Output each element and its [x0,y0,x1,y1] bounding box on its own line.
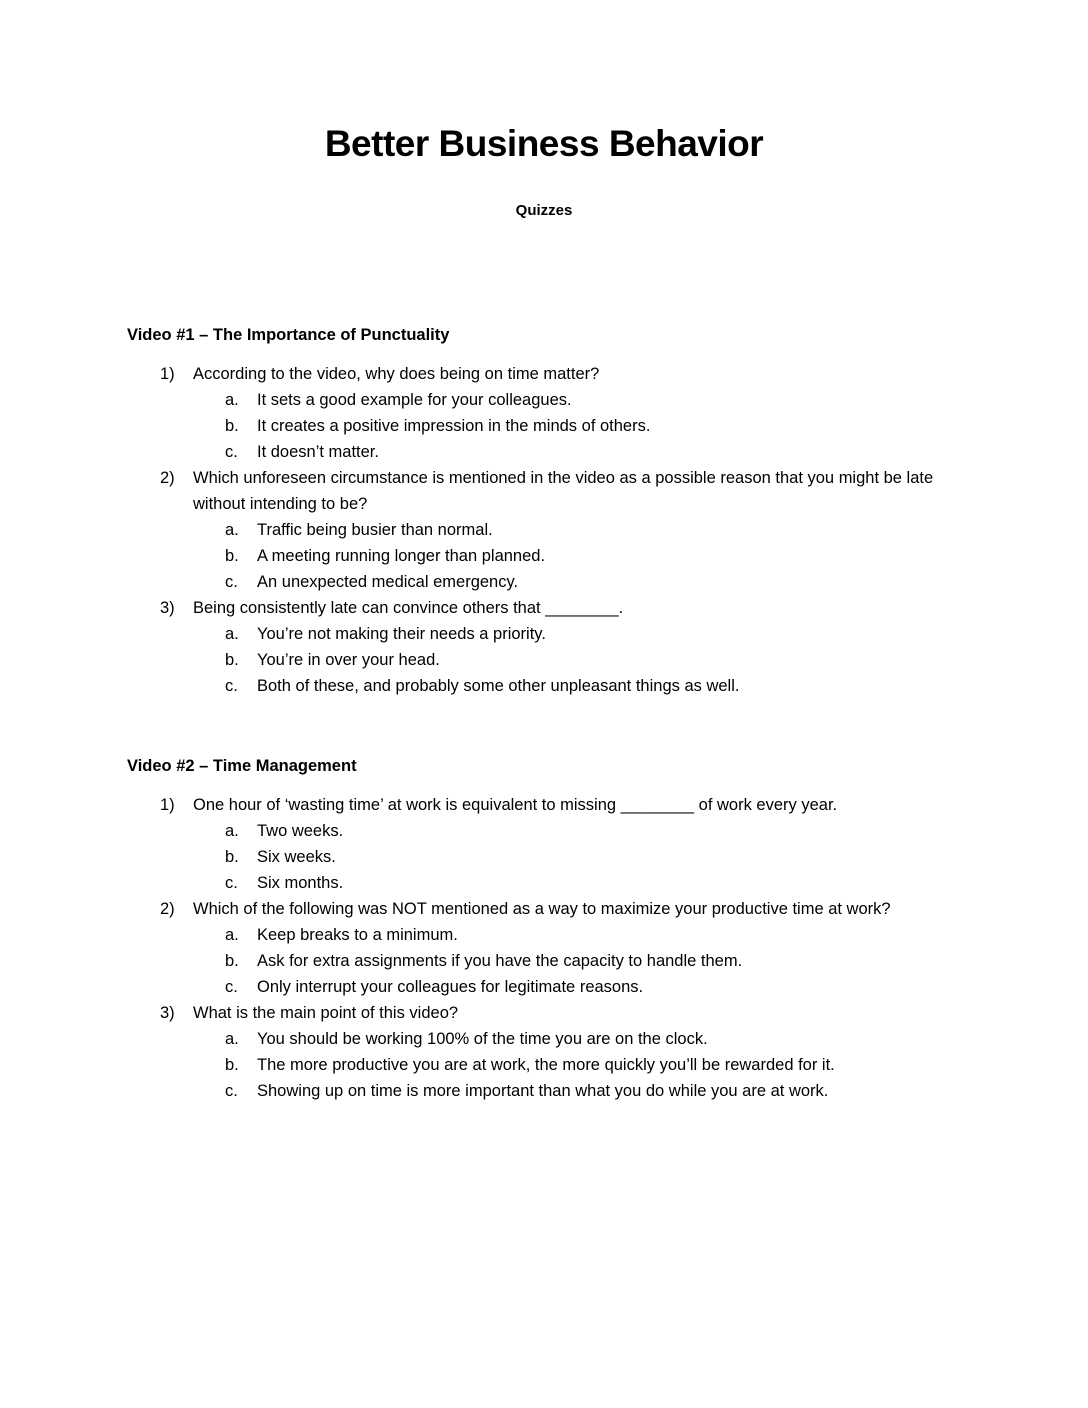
option-letter: a. [225,1030,239,1048]
answer-option [127,870,970,896]
question [127,465,970,517]
option-letter: c. [225,443,238,461]
question-text: What is the main point of this video? [193,1004,459,1022]
option-letter: c. [225,573,238,591]
answer-option [127,818,970,844]
option-text: You’re not making their needs a priority. [257,625,546,643]
section-video-1 [127,322,970,699]
option-text: Showing up on time is more important than what you do while you are at work. [257,1082,829,1100]
option-text: Ask for extra assignments if you have the capacity to handle them. [257,952,743,970]
question-number: 3) [160,1004,175,1022]
option-letter: b. [225,848,239,866]
option-letter: c. [225,677,238,695]
option-letter: c. [225,978,238,996]
question-number: 3) [160,599,175,617]
option-letter: a. [225,822,239,840]
answer-option [127,1078,970,1104]
answer-option [127,621,970,647]
option-text: Only interrupt your colleagues for legitimate reasons. [257,978,644,996]
answer-option [127,543,970,569]
question [127,792,970,818]
option-letter: b. [225,547,239,565]
question-number: 1) [160,365,175,383]
question [127,595,970,621]
question-number: 2) [160,469,175,487]
question [127,896,970,922]
option-text: Two weeks. [257,822,344,840]
question [127,361,970,387]
option-text: An unexpected medical emergency. [257,573,519,591]
answer-option [127,569,970,595]
answer-option [127,922,970,948]
option-letter: a. [225,625,239,643]
section-video-2 [127,753,970,1104]
question-text: One hour of ‘wasting time’ at work is equivalent to missing ________ of work every year. [193,796,838,814]
option-letter: c. [225,874,238,892]
option-text: You’re in over your head. [257,651,440,669]
section-heading: Video #1 – The Importance of Punctuality [127,326,450,344]
option-letter: b. [225,417,239,435]
option-text: Keep breaks to a minimum. [257,926,458,944]
answer-option [127,673,970,699]
option-letter: a. [225,391,239,409]
option-text: It doesn’t matter. [257,443,379,461]
option-text: Both of these, and probably some other unpleasant things as well. [257,677,740,695]
answer-option [127,1052,970,1078]
option-letter: b. [225,952,239,970]
section-heading: Video #2 – Time Management [127,757,357,775]
question-text: Being consistently late can convince others that ________. [193,599,624,617]
question [127,1000,970,1026]
page-title: Better Business Behavior [324,123,764,164]
option-letter: a. [225,926,239,944]
option-text: The more productive you are at work, the more quickly you’ll be rewarded for it. [257,1056,835,1074]
page-subtitle: Quizzes [515,202,573,219]
option-text: Six weeks. [257,848,336,866]
question-text: Which unforeseen circumstance is mentioned in the video as a possible reason that you might be late without intending to be? [193,469,934,513]
option-text: Six months. [257,874,344,892]
option-letter: b. [225,651,239,669]
option-letter: b. [225,1056,239,1074]
question-number: 2) [160,900,175,918]
answer-option [127,517,970,543]
option-text: It creates a positive impression in the minds of others. [257,417,651,435]
answer-option [127,1026,970,1052]
answer-option [127,844,970,870]
option-text: It sets a good example for your colleagues. [257,391,572,409]
answer-option [127,387,970,413]
document-body [0,322,1088,1104]
option-text: A meeting running longer than planned. [257,547,546,565]
answer-option [127,948,970,974]
option-text: You should be working 100% of the time you are on the clock. [257,1030,708,1048]
option-letter: a. [225,521,239,539]
question-text: According to the video, why does being on time matter? [193,365,600,383]
question-text: Which of the following was NOT mentioned as a way to maximize your productive time at work? [193,900,891,918]
answer-option [127,439,970,465]
option-letter: c. [225,1082,238,1100]
answer-option [127,974,970,1000]
answer-option [127,413,970,439]
answer-option [127,647,970,673]
option-text: Traffic being busier than normal. [257,521,493,539]
question-number: 1) [160,796,175,814]
